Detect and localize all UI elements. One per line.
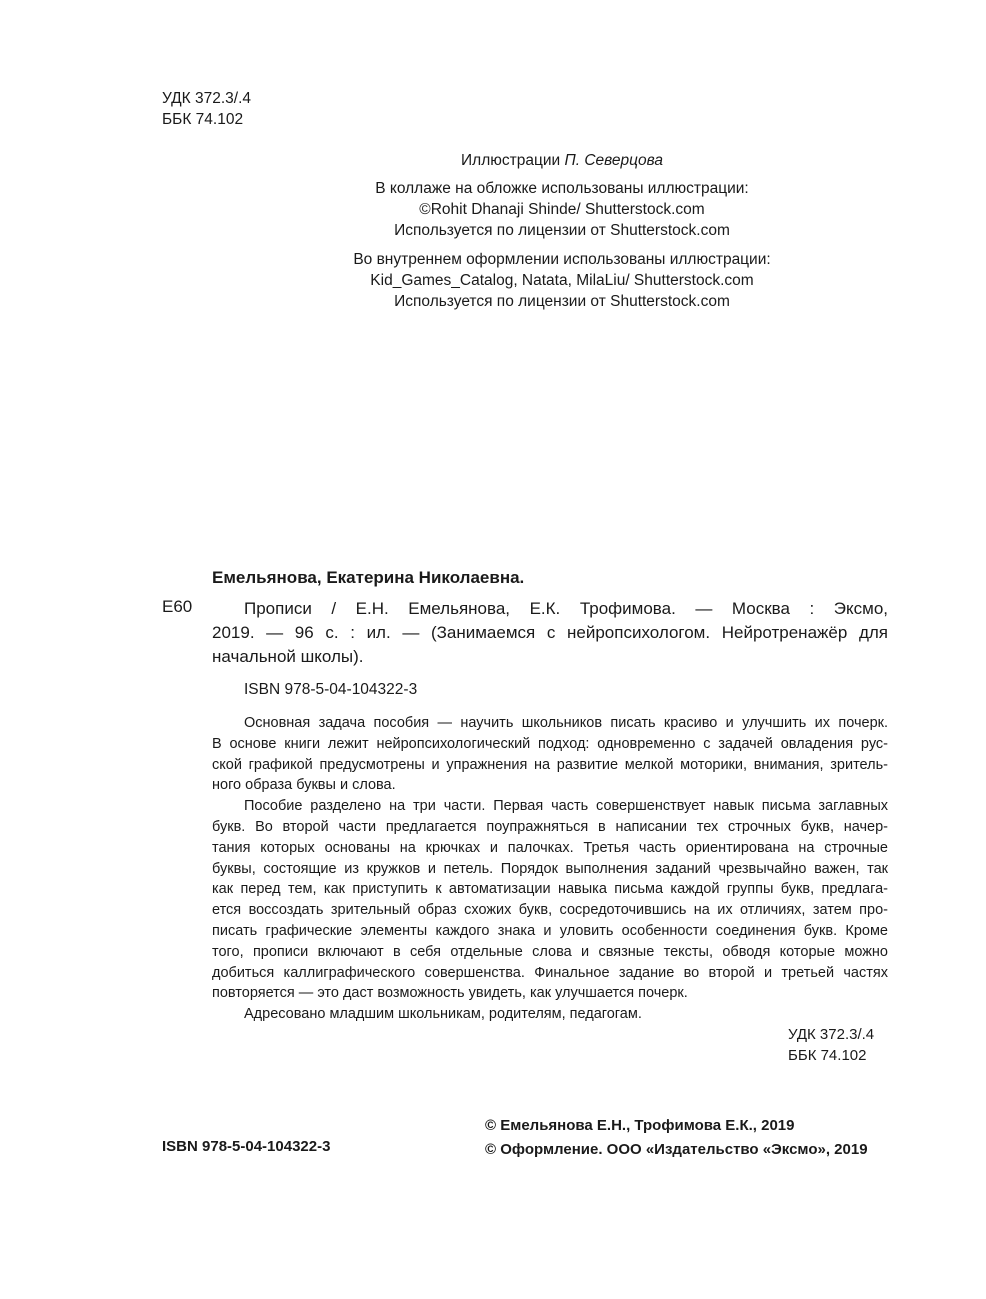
credit-line: Используется по лицензии от Shutterstock.com [394, 222, 730, 239]
record-isbn: ISBN 978-5-04-104322-3 [244, 681, 418, 698]
credit-line: В коллаже на обложке использованы иллюстрации: [375, 180, 749, 197]
abstract-line: повторяется — это даст возможность увидеть, как улучшается почерк. [212, 985, 688, 1002]
abstract-line: букв. Во второй части предлагается поупражняться в написании тех строчных букв, начер- [212, 818, 888, 835]
credit-line: Используется по лицензии от Shutterstock.com [394, 293, 730, 310]
abstract-line: В основе книги лежит нейропсихологический подход: одновременно с задачей овладения рус- [212, 735, 888, 752]
credit-line: Во внутреннем оформлении использованы иллюстрации: [353, 251, 771, 268]
bibliographic-description [212, 597, 888, 669]
copyright-line: © Оформление. ООО «Издательство «Эксмо», 2019 [485, 1141, 868, 1158]
abstract-line: Адресовано младшим школьникам, родителям, педагогам. [244, 1006, 642, 1023]
credit-line: Kid_Games_Catalog, Natata, MilaLiu/ Shutterstock.com [370, 272, 754, 289]
copyright-line: © Емельянова Е.Н., Трофимова Е.К., 2019 [485, 1117, 795, 1134]
abstract [212, 713, 888, 1025]
abstract-line: ется воссоздать зрительный образ схожих букв, сосредоточившись на их отличиях, затем про- [212, 902, 888, 919]
copyright-block [485, 1114, 868, 1162]
abstract-line: ного образа буквы и слова. [212, 777, 396, 794]
illustrations-author: П. Северцова [564, 152, 663, 169]
inner-credits [262, 249, 862, 312]
header-classification [162, 88, 251, 130]
cover-credits [262, 178, 862, 241]
abstract-line: добиться каллиграфического совершенства. Финальное задание во второй и третьей частях [212, 964, 888, 981]
abstract-line: Пособие разделено на три части. Первая часть совершенствует навык письма заглавных [244, 798, 888, 815]
bib-line: Прописи / Е.Н. Емельянова, Е.К. Трофимова. — Москва : Эксмо, [244, 599, 888, 618]
footer-isbn: ISBN 978-5-04-104322-3 [162, 1138, 331, 1155]
bib-line: 2019. — 96 с. : ил. — (Занимаемся с нейропсихологом. Нейротренажёр для [212, 623, 888, 642]
abstract-paragraph [212, 713, 888, 796]
bib-line: начальной школы). [212, 647, 364, 666]
abstract-line: писать графические элементы каждого знака и уловить особенности соединения букв. Кроме [212, 922, 888, 939]
bbk-code: ББК 74.102 [788, 1047, 867, 1064]
udk-code: УДК 372.3/.4 [162, 90, 252, 107]
record-code: Е60 [162, 597, 193, 616]
abstract-paragraph [212, 796, 888, 1004]
abstract-line: тания которых основаны на крючках и палочках. Третья часть ориентирована на строчные [212, 839, 888, 856]
illustrations-credit [312, 150, 812, 171]
bbk-code: ББК 74.102 [162, 111, 244, 128]
abstract-paragraph [212, 1004, 888, 1025]
abstract-line: буквы, состоящие из кружков и петель. Порядок выполнения заданий чрезвычайно важен, так [212, 860, 888, 877]
abstract-line: Основная задача пособия — научить школьников писать красиво и улучшить их почерк. [244, 715, 888, 731]
abstract-line: ской графикой предусмотрены и упражнения на развитие мелкой моторики, внимания, зритель- [212, 756, 888, 773]
illustrations-label: Иллюстрации [461, 152, 561, 169]
abstract-line: как перед тем, как приступить к автоматизации навыка письма каждой группы букв, предлага- [212, 881, 888, 898]
record-author: Емельянова, Екатерина Николаевна. [212, 568, 525, 587]
abstract-line: того, прописи включают в себя отдельные слова и связные тексты, обводя которые можно [212, 943, 888, 960]
classification-block [788, 1024, 874, 1066]
udk-code: УДК 372.3/.4 [788, 1026, 875, 1043]
credit-line: ©Rohit Dhanaji Shinde/ Shutterstock.com [419, 201, 705, 218]
